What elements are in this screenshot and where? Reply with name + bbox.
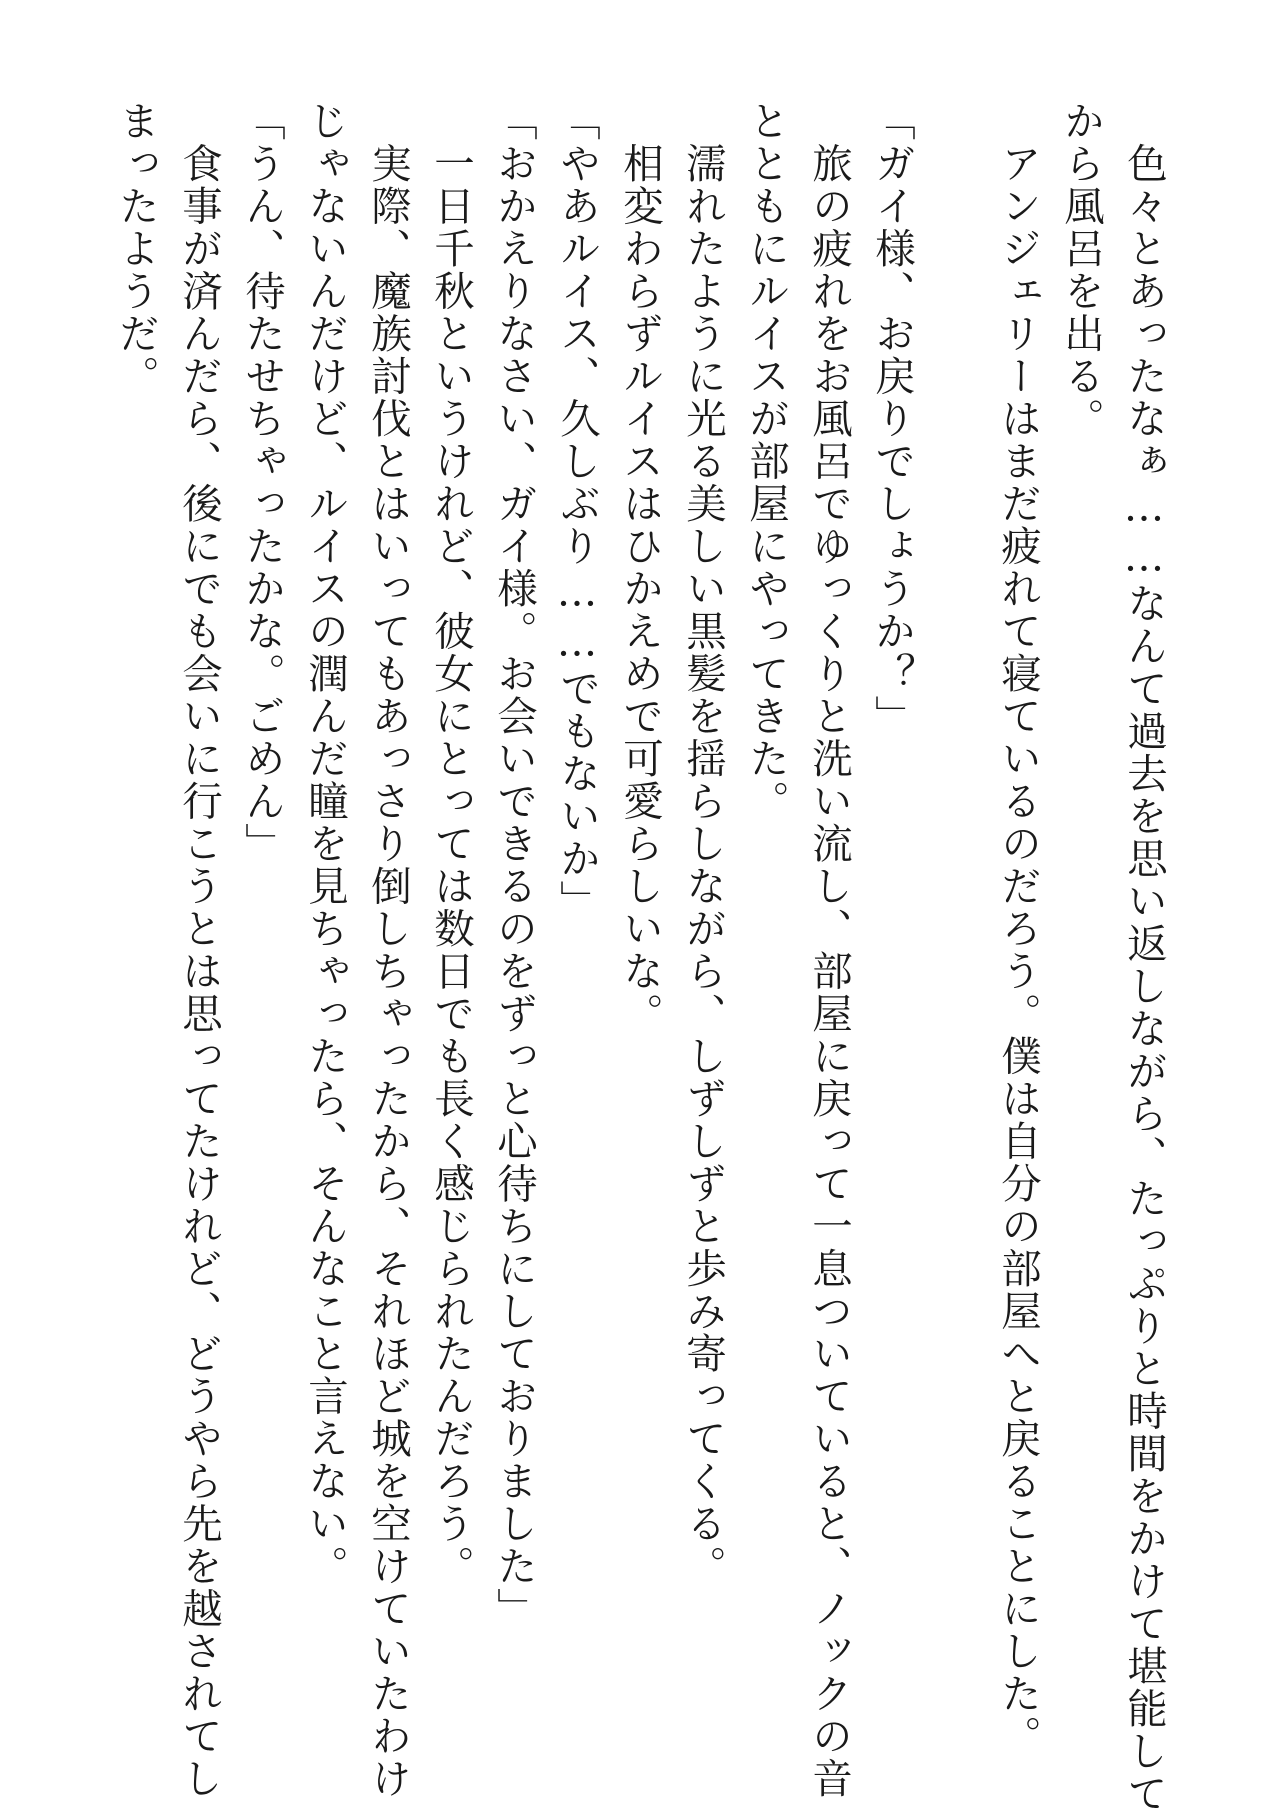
text-line: 「うん、待たせちゃったかな。ごめん」 bbox=[238, 100, 286, 865]
text-line: 実際、魔族討伐とはいってもあっさり倒しちゃったから、それほど城を空けていたわけ bbox=[364, 100, 412, 1800]
text-line: じゃないんだけど、ルイスの潤んだ瞳を見ちゃったら、そんなこと言えない。 bbox=[301, 100, 349, 1588]
vertical-text-block bbox=[104, 100, 1175, 1815]
text-line: アンジェリーはまだ疲れて寝ているのだろう。僕は自分の部屋へと戻ることにした。 bbox=[994, 100, 1042, 1758]
text-line: 「おかえりなさい、ガイ様。お会いできるのをずっと心待ちにしておりました」 bbox=[490, 100, 538, 1630]
text-line: 「やあルイス、久しぶり……でもないか」 bbox=[553, 100, 601, 923]
text-line: とともにルイスが部屋にやってきた。 bbox=[742, 100, 790, 823]
text-line: まったようだ。 bbox=[112, 100, 160, 398]
text-line: 旅の疲れをお風呂でゆっくりと洗い流し、部屋に戻って一息ついていると、ノックの音 bbox=[805, 100, 853, 1800]
text-line: 「ガイ様、お戻りでしょうか？」 bbox=[868, 100, 916, 738]
blank-line bbox=[923, 100, 986, 1660]
text-line: 一日千秋というけれど、彼女にとっては数日でも長く感じられたんだろう。 bbox=[427, 100, 475, 1588]
text-line: 濡れたように光る美しい黒髪を揺らしながら、しずしずと歩み寄ってくる。 bbox=[679, 100, 727, 1588]
text-line: 相変わらずルイスはひかえめで可愛らしいな。 bbox=[616, 100, 664, 1035]
text-line: 食事が済んだら、後にでも会いに行こうとは思ってたけれど、どうやら先を越されてし bbox=[175, 100, 223, 1800]
text-line: 色々とあったなぁ……なんて過去を思い返しながら、たっぷりと時間をかけて堪能して bbox=[1120, 100, 1168, 1815]
text-line: から風呂を出る。 bbox=[1057, 100, 1105, 440]
